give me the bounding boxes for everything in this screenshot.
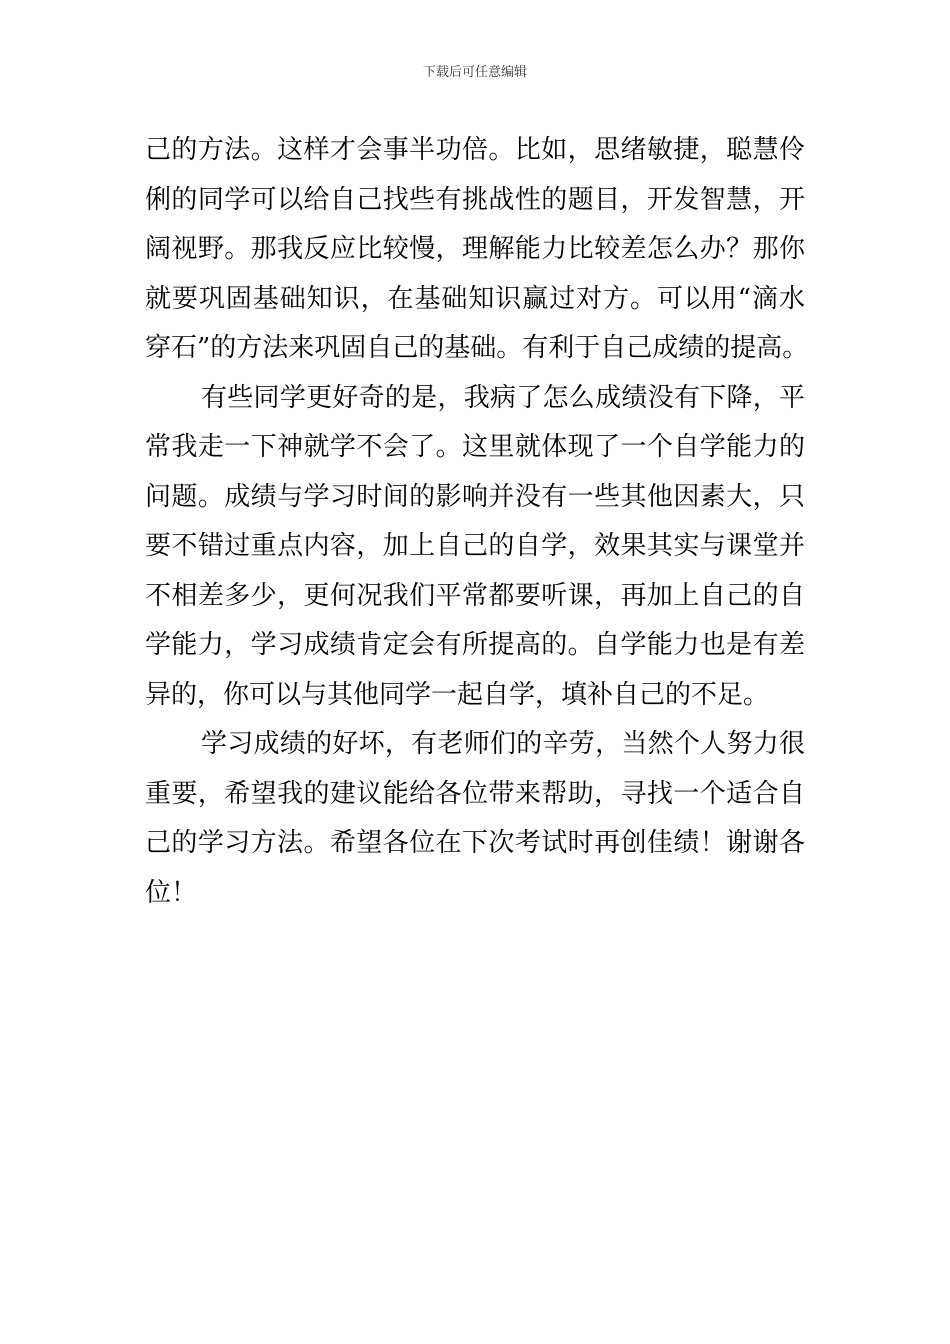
page-header: 下载后可任意编辑	[422, 65, 527, 80]
text-line: 位！	[145, 877, 198, 908]
document-body	[145, 126, 809, 918]
text-line: 重要，希望我的建议能给各位带来帮助，寻找一个适合自	[145, 778, 805, 809]
text-line: 不相差多少，更何况我们平常都要听课，再加上自己的自	[145, 580, 805, 611]
text-line: 要不错过重点内容，加上自己的自学，效果其实与课堂并	[145, 531, 805, 561]
text-line: 阔视野。那我反应比较慢，理解能力比较差怎么办？那你	[145, 234, 805, 264]
paragraph	[145, 374, 805, 721]
text-line: 学能力，学习成绩肯定会有所提高的。自学能力也是有差	[145, 630, 805, 660]
text-line: 就要巩固基础知识，在基础知识赢过对方。可以用“滴水	[145, 283, 805, 314]
text-line: 常我走一下神就学不会了。这里就体现了一个自学能力的	[145, 432, 805, 462]
text-line: 俐的同学可以给自己找些有挑战性的题目，开发智慧，开	[145, 184, 805, 215]
text-line: 问题。成绩与学习时间的影响并没有一些其他因素大，只	[145, 481, 805, 512]
text-line: 学习成绩的好坏，有老师们的辛劳，当然个人努力很	[201, 729, 805, 759]
text-line: 有些同学更好奇的是，我病了怎么成绩没有下降，平	[201, 382, 805, 413]
text-line: 异的，你可以与其他同学一起自学，填补自己的不足。	[145, 679, 770, 710]
paragraph	[145, 126, 809, 374]
text-line: 己的学习方法。希望各位在下次考试时再创佳绩！谢谢各	[145, 828, 805, 858]
text-line: 穿石”的方法来巩固自己的基础。有利于自己成绩的提高。	[145, 333, 809, 363]
paragraph	[145, 720, 805, 918]
text-line: 己的方法。这样才会事半功倍。比如，思绪敏捷，聪慧伶	[145, 135, 805, 165]
